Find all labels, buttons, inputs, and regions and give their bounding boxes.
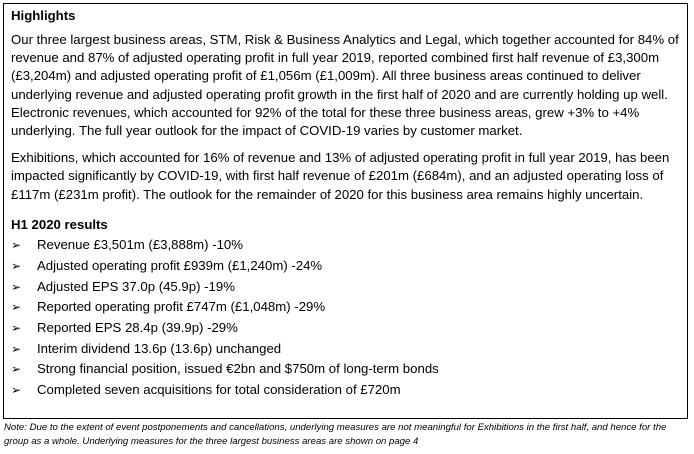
- results-list-item: [11, 297, 681, 318]
- results-list-item: [11, 256, 681, 277]
- arrow-bullet-icon: ➢: [11, 238, 22, 253]
- highlights-box: [3, 3, 688, 419]
- results-item-text: Revenue £3,501m (£3,888m) -10%: [37, 237, 243, 253]
- results-item-text: Strong financial position, issued €2bn and $750m of long-term bonds: [37, 361, 439, 377]
- results-list-item: [11, 338, 681, 359]
- results-list-item: [11, 318, 681, 339]
- results-list: [11, 235, 681, 401]
- results-item-text: Interim dividend 13.6p (13.6p) unchanged: [37, 340, 282, 356]
- results-item-text: Reported EPS 28.4p (39.9p) -29%: [37, 319, 238, 335]
- highlights-paragraph-2: Exhibitions, which accounted for 16% of revenue and 13% of adjusted operating profit in full year 2019, has been impacted significantly by COVID-19, with first half revenue of £201m (£684m), and an adjusted operating loss of £117m (£231m profit). The outlook for the remainder of 2020 for this business area remains highly uncertain.: [11, 150, 670, 202]
- results-list-item: [11, 359, 681, 380]
- results-list-item: [11, 235, 681, 256]
- arrow-bullet-icon: ➢: [11, 320, 22, 335]
- highlights-heading: Highlights: [11, 8, 76, 23]
- highlights-paragraph-1: Our three largest business areas, STM, Risk & Business Analytics and Legal, which together accounted for 84% of revenue and 87% of adjusted operating profit in full year 2019, reported combined first half revenue of £3,300m (£3,204m) and adjusted operating profit of £1,056m (£1,009m). All three business areas continued to deliver underlying revenue and adjusted operating profit growth in the first half of 2020 and are currently holding up well. Electronic revenues, which accounted for 92% of the total for these three business areas, grew +3% to +4% underlying. The full year outlook for the impact of COVID-19 varies by customer market.: [11, 32, 679, 139]
- results-item-text: Adjusted operating profit £939m (£1,240m) -24%: [37, 257, 323, 273]
- results-heading: H1 2020 results: [11, 216, 108, 232]
- arrow-bullet-icon: ➢: [11, 362, 22, 377]
- results-list-item: [11, 380, 681, 401]
- footnote: Note: Due to the extent of event postponements and cancellations, underlying measures are not meaningful for Exhibitions in the first half, and hence for the group as a whole. Underlying measures for the three largest business areas are shown on page 4: [4, 422, 667, 447]
- results-list-item: [11, 276, 681, 297]
- arrow-bullet-icon: ➢: [11, 279, 22, 294]
- results-item-text: Completed seven acquisitions for total consideration of £720m: [37, 381, 401, 397]
- arrow-bullet-icon: ➢: [11, 341, 22, 356]
- arrow-bullet-icon: ➢: [11, 382, 22, 397]
- arrow-bullet-icon: ➢: [11, 300, 22, 315]
- results-item-text: Adjusted EPS 37.0p (45.9p) -19%: [37, 278, 235, 294]
- results-item-text: Reported operating profit £747m (£1,048m) -29%: [37, 299, 326, 315]
- arrow-bullet-icon: ➢: [11, 258, 22, 273]
